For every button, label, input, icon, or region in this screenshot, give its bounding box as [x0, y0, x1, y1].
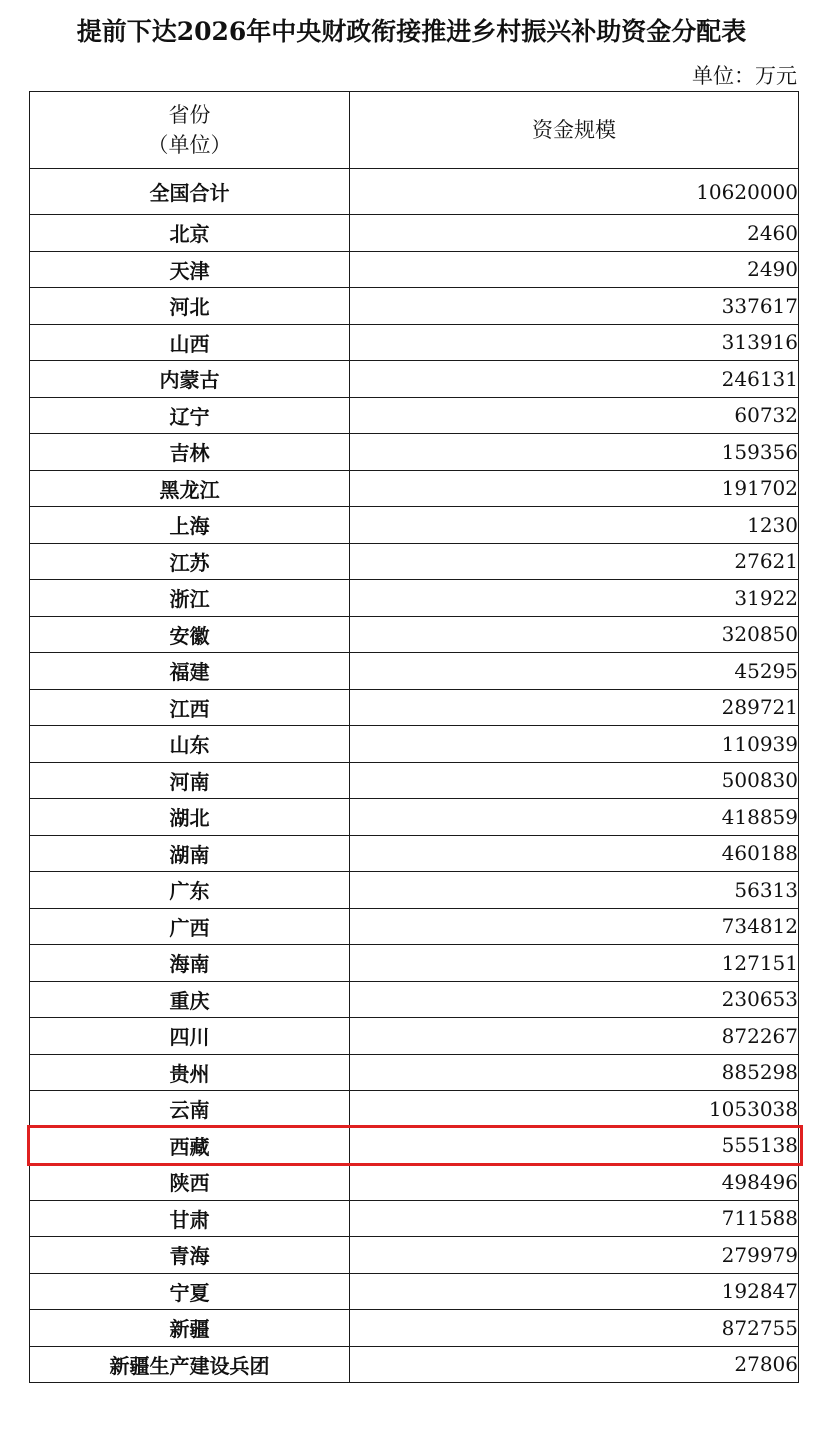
province-name: 北京 [30, 215, 350, 252]
province-name: 辽宁 [30, 397, 350, 434]
fund-amount: 460188 [350, 835, 799, 872]
fund-amount: 2490 [350, 251, 799, 288]
fund-amount: 313916 [350, 324, 799, 361]
table-row [30, 981, 799, 1018]
table-row [30, 653, 799, 690]
fund-amount: 191702 [350, 470, 799, 507]
table-row [30, 616, 799, 653]
province-name: 海南 [30, 945, 350, 982]
table-row [30, 908, 799, 945]
fund-amount: 60732 [350, 397, 799, 434]
unit-label: 单位：万元 [692, 64, 797, 88]
province-header-line1: 省份 [168, 103, 211, 127]
province-name: 贵州 [30, 1054, 350, 1091]
province-name: 四川 [30, 1018, 350, 1055]
province-name: 新疆 [30, 1310, 350, 1347]
fund-amount: 31922 [350, 580, 799, 617]
fund-amount: 498496 [350, 1164, 799, 1201]
table-row [30, 397, 799, 434]
table-row [30, 1273, 799, 1310]
province-name: 安徽 [30, 616, 350, 653]
table-row [30, 1164, 799, 1201]
table-row [30, 1091, 799, 1128]
fund-amount: 500830 [350, 762, 799, 799]
table-row [30, 762, 799, 799]
province-name: 广东 [30, 872, 350, 909]
fund-amount: 45295 [350, 653, 799, 690]
province-name: 天津 [30, 251, 350, 288]
fund-amount: 159356 [350, 434, 799, 471]
province-name: 云南 [30, 1091, 350, 1128]
table-row [30, 1200, 799, 1237]
province-name: 山西 [30, 324, 350, 361]
table-row [30, 945, 799, 982]
province-name: 广西 [30, 908, 350, 945]
table-row [30, 1346, 799, 1383]
table-row [30, 689, 799, 726]
table-row [30, 1018, 799, 1055]
province-name: 江苏 [30, 543, 350, 580]
fund-amount: 127151 [350, 945, 799, 982]
fund-amount: 27806 [350, 1346, 799, 1383]
province-name: 西藏 [30, 1127, 350, 1164]
table-row [30, 1310, 799, 1347]
table-row [30, 543, 799, 580]
table-row [30, 288, 799, 325]
fund-amount: 27621 [350, 543, 799, 580]
allocation-table [29, 91, 799, 1383]
table-row [30, 507, 799, 544]
province-column-header [30, 92, 350, 169]
fund-amount: 110939 [350, 726, 799, 763]
table-row [30, 470, 799, 507]
province-name: 吉林 [30, 434, 350, 471]
table-row [30, 1237, 799, 1274]
fund-amount: 2460 [350, 215, 799, 252]
table-header-row [30, 92, 799, 169]
fund-amount: 872267 [350, 1018, 799, 1055]
fund-amount: 1230 [350, 507, 799, 544]
province-name: 江西 [30, 689, 350, 726]
province-name: 黑龙江 [30, 470, 350, 507]
total-value: 10620000 [350, 169, 799, 215]
fund-amount: 279979 [350, 1237, 799, 1274]
fund-amount: 230653 [350, 981, 799, 1018]
province-name: 河北 [30, 288, 350, 325]
table-row [30, 324, 799, 361]
province-name: 青海 [30, 1237, 350, 1274]
province-name: 河南 [30, 762, 350, 799]
fund-amount: 320850 [350, 616, 799, 653]
province-name: 湖南 [30, 835, 350, 872]
table-row [30, 251, 799, 288]
table-row [30, 726, 799, 763]
table-row [30, 580, 799, 617]
fund-amount: 885298 [350, 1054, 799, 1091]
page-title: 提前下达2026年中央财政衔接推进乡村振兴补助资金分配表 [76, 17, 747, 46]
fund-amount: 289721 [350, 689, 799, 726]
table-row [30, 799, 799, 836]
fund-amount: 555138 [350, 1127, 799, 1164]
fund-amount: 56313 [350, 872, 799, 909]
table-row [30, 835, 799, 872]
fund-amount: 418859 [350, 799, 799, 836]
fund-amount: 1053038 [350, 1091, 799, 1128]
fund-amount: 734812 [350, 908, 799, 945]
fund-amount: 872755 [350, 1310, 799, 1347]
province-name: 湖北 [30, 799, 350, 836]
province-name: 福建 [30, 653, 350, 690]
fund-amount: 337617 [350, 288, 799, 325]
table-row [30, 872, 799, 909]
province-name: 内蒙古 [30, 361, 350, 398]
province-name: 上海 [30, 507, 350, 544]
table-row [30, 434, 799, 471]
province-name: 陕西 [30, 1164, 350, 1201]
province-header-line2: （单位） [147, 133, 232, 157]
total-name: 全国合计 [30, 169, 350, 215]
table-row [30, 1127, 799, 1164]
fund-amount: 711588 [350, 1200, 799, 1237]
province-name: 甘肃 [30, 1200, 350, 1237]
table-row [30, 1054, 799, 1091]
fund-amount: 246131 [350, 361, 799, 398]
total-row [30, 169, 799, 215]
table-row [30, 215, 799, 252]
province-name: 宁夏 [30, 1273, 350, 1310]
table-row [30, 361, 799, 398]
amount-column-header: 资金规模 [350, 92, 799, 169]
province-name: 新疆生产建设兵团 [30, 1346, 350, 1383]
province-name: 浙江 [30, 580, 350, 617]
fund-amount: 192847 [350, 1273, 799, 1310]
province-name: 重庆 [30, 981, 350, 1018]
province-name: 山东 [30, 726, 350, 763]
